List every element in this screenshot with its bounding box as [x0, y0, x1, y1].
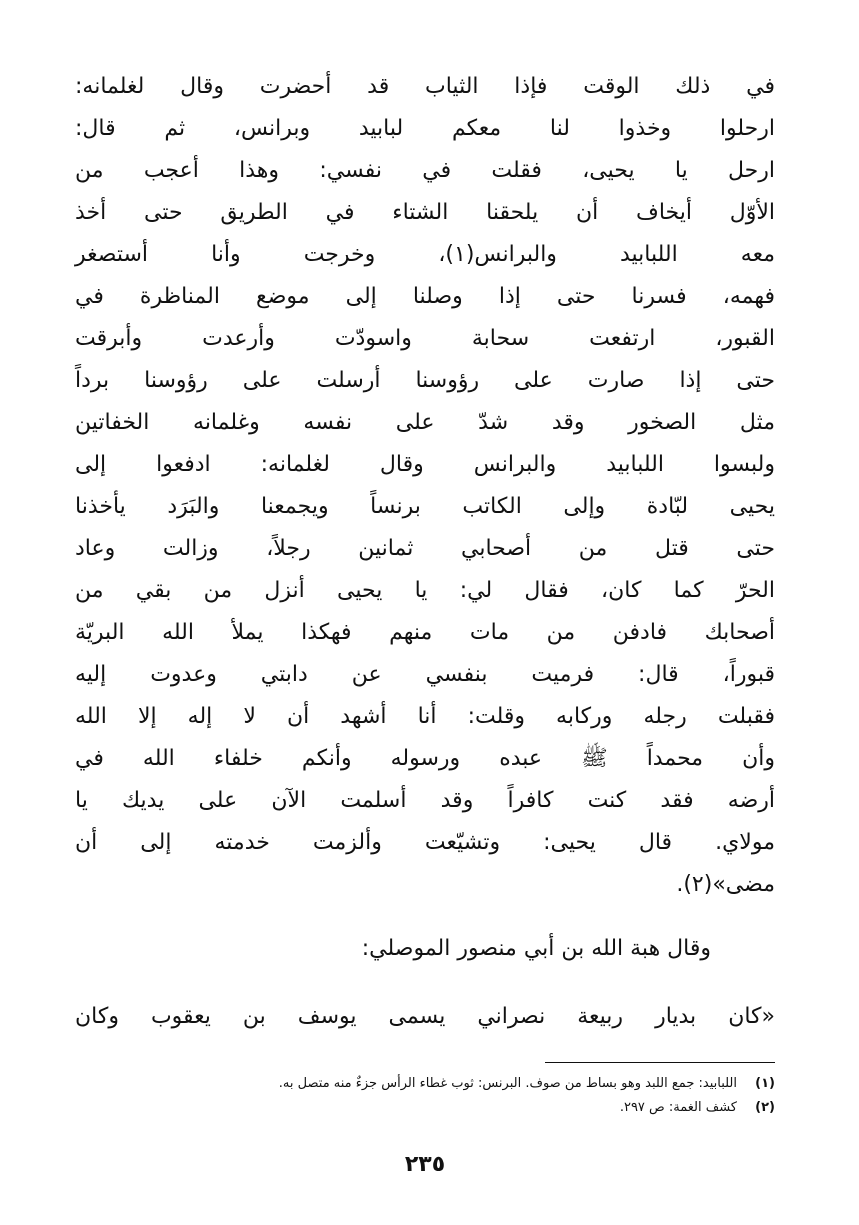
- page-number: ٢٣٥: [404, 1152, 446, 1177]
- body-line: حتى إذا صارت على رؤوسنا أرسلت على رؤوسنا برداً: [75, 368, 775, 393]
- section-subheading: وقال هبة الله بن أبي منصور الموصلي:: [361, 936, 711, 961]
- footnote-text: كشف الغمة: ص ٢٩٧.: [619, 1100, 737, 1115]
- body-line: ارحلوا وخذوا لنا معكم لبابيد وبرانس، ثم قال:: [75, 116, 775, 141]
- footnote-separator: [545, 1062, 775, 1063]
- footnote-1: [75, 1072, 775, 1096]
- body-line: يحيى لبّادة وإلى الكاتب برنساً ويجمعنا والبَرَد يأخذنا: [75, 494, 775, 519]
- footnote-2: [75, 1096, 775, 1120]
- body-line: معه اللبابيد والبرانس(١)، وخرجت وأنا أستصغر: [75, 242, 775, 267]
- footnote-number: (٢): [755, 1100, 775, 1115]
- body-line: القبور، ارتفعت سحابة واسودّت وأرعدت وأبرقت: [75, 326, 775, 351]
- body-line: أرضه فقد كنت كافراً وقد أسلمت الآن على يديك يا: [75, 788, 775, 813]
- footnote-text: اللبابيد: جمع اللبد وهو بساط من صوف. البرنس: ثوب غطاء الرأس جزءٌ منه متصل به.: [278, 1076, 737, 1091]
- footnote-number: (١): [755, 1076, 775, 1091]
- body-line: مثل الصخور وقد شدّ على نفسه وغلمانه الخفاتين: [75, 410, 775, 435]
- body-line: في ذلك الوقت فإذا الثياب قد أحضرت وقال لغلمانه:: [75, 74, 775, 99]
- body-line: وأن محمداً ﷺ عبده ورسوله وأنكم خلفاء الله في: [75, 746, 775, 771]
- body-line: فقبلت رجله وركابه وقلت: أنا أشهد أن لا إله إلا الله: [75, 704, 775, 729]
- quote-opening-line: «كان بديار ربيعة نصراني يسمى يوسف بن يعقوب وكان: [75, 1004, 775, 1029]
- body-line: ارحل يا يحيى، فقلت في نفسي: وهذا أعجب من: [75, 158, 775, 183]
- body-line: حتى قتل من أصحابي ثمانين رجلاً، وزالت وعاد: [75, 536, 775, 561]
- body-line: مولاي. قال يحيى: وتشيّعت وألزمت خدمته إلى أن: [75, 830, 775, 855]
- body-line: فهمه، فسرنا حتى إذا وصلنا إلى موضع المناظرة في: [75, 284, 775, 309]
- body-line: الأوّل أيخاف أن يلحقنا الشتاء في الطريق حتى أخذ: [75, 200, 775, 225]
- body-text: [75, 66, 775, 906]
- body-line-last: مضى»(٢).: [676, 872, 775, 897]
- body-line: قبوراً، قال: فرميت بنفسي عن دابتي وعدوت إليه: [75, 662, 775, 687]
- body-line: أصحابك فادفن من مات منهم فهكذا يملأ الله البريّة: [75, 620, 775, 645]
- footnotes: [75, 1072, 775, 1120]
- body-line: الحرّ كما كان، فقال لي: يا يحيى أنزل من بقي من: [75, 578, 775, 603]
- body-line: ولبسوا اللبابيد والبرانس وقال لغلمانه: ادفعوا إلى: [75, 452, 775, 477]
